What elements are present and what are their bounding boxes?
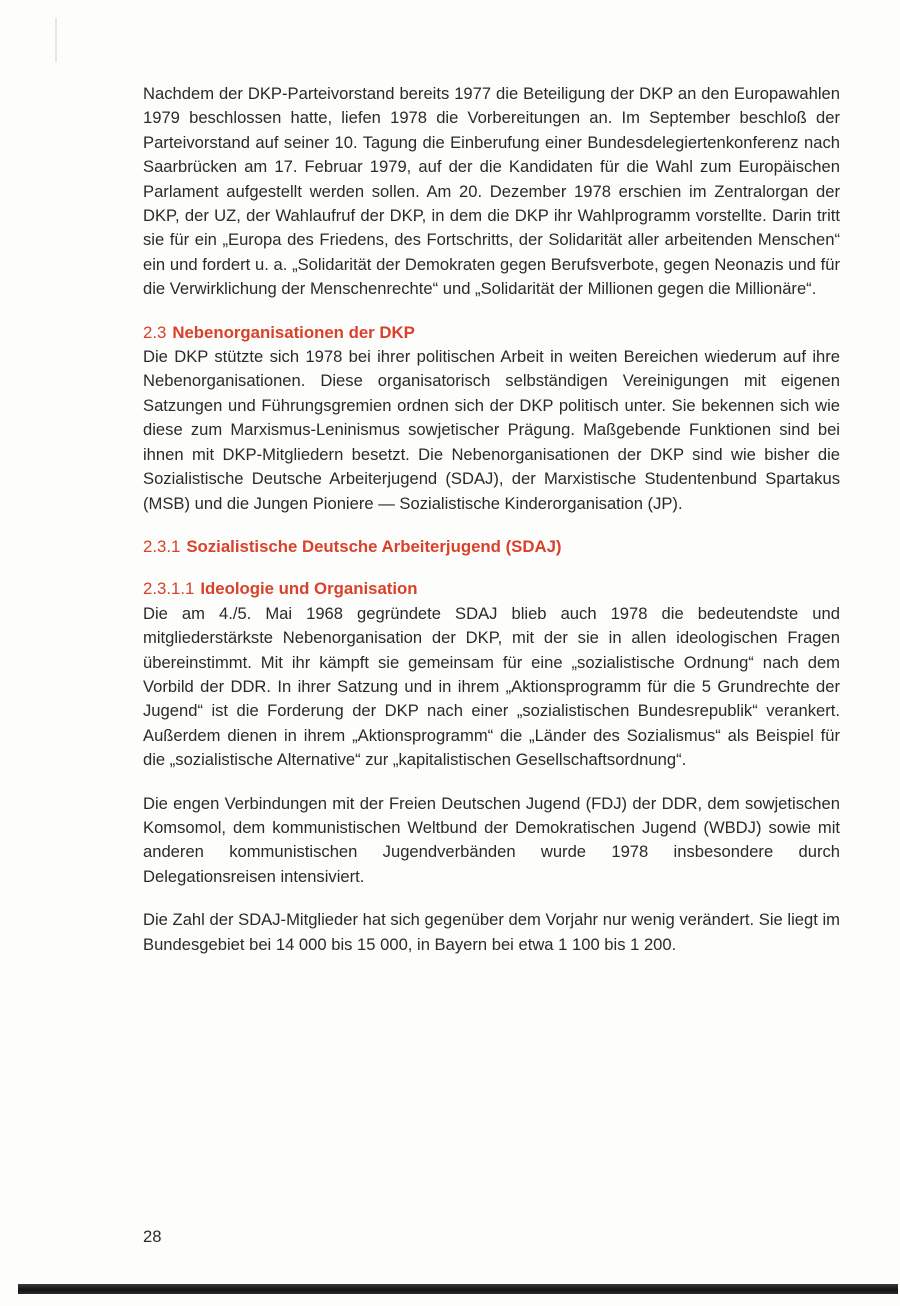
paragraph-nebenorganisationen: Die DKP stützte sich 1978 bei ihrer politischen Arbeit in weiten Bereichen wiederum auf ihre Nebenorganisationen. Diese organisatorisch selbständigen Vereinigungen mit eigenen Satzungen und Führungsgremien ordnen sich der DKP politisch unter. Sie bekennen sich wie diese zum Marxismus-Leninismus sowjetischer Prägung. Maßgebende Funktionen sind bei ihnen mit DKP-Mitgliedern besetzt. Die Nebenorganisationen der DKP sind wie bisher die Sozialistische Deutsche Arbeiterjugend (SDAJ), der Marxistische Studentenbund Spartakus (MSB) und die Jungen Pioniere — Sozialistische Kinderorganisation (JP).: [143, 347, 840, 513]
page-number: 28: [143, 1227, 162, 1246]
section-heading-2-3-1-1: [143, 577, 840, 601]
scan-bottom-edge: [18, 1284, 898, 1294]
section-number: 2.3: [143, 322, 167, 342]
section-title: Ideologie und Organisation: [200, 579, 418, 599]
paragraph-verbindungen: Die engen Verbindungen mit der Freien Deutschen Jugend (FDJ) der DDR, dem sowjetischen Komsomol, dem kommunistischen Weltbund der Demokratischen Jugend (WBDJ) sowie mit anderen kommunistischen Jugendverbänden wurde 1978 insbesondere durch Delegationsreisen intensiviert.: [143, 793, 840, 886]
section-heading-2-3-1: [143, 535, 840, 559]
section-title: Sozialistische Deutsche Arbeiterjugend (SDAJ): [186, 536, 562, 556]
paragraph-europawahl: Nachdem der DKP-Parteivorstand bereits 1977 die Beteiligung der DKP an den Europawahlen 1979 beschlossen hatte, liefen 1978 die Vorbereitungen an. Im September beschloß der Parteivorstand auf seiner 10. Tagung die Einberufung einer Bundesdelegiertenkonferenz nach Saarbrücken am 17. Februar 1979, auf der die Kandidaten für die Wahl zum Europäischen Parlament aufgestellt werden sollen. Am 20. Dezember 1978 erschien im Zentralorgan der DKP, der UZ, der Wahlaufruf der DKP, in dem die DKP ihr Wahlprogramm vorstellte. Darin tritt sie für ein „Europa des Friedens, des Fortschritts, der Solidarität aller arbeitenden Menschen“ ein und fordert u. a. „Solidarität der Demokraten gegen Berufsverbote, gegen Neonazis und für die Verwirklichung der Menschenrechte“ und „Solidarität der Millionen gegen die Millionäre“.: [143, 84, 840, 299]
section-heading-2-3: [143, 321, 840, 345]
paragraph-mitglieder: Die Zahl der SDAJ-Mitglieder hat sich gegenüber dem Vorjahr nur wenig verändert. Sie liegt im Bundesgebiet bei 14 000 bis 15 000, in Bayern bei etwa 1 100 bis 1 200.: [143, 910, 840, 954]
section-number: 2.3.1.1: [143, 579, 195, 599]
page-body: [143, 82, 840, 957]
paragraph-ideologie: Die am 4./5. Mai 1968 gegründete SDAJ blieb auch 1978 die bedeutendste und mitgliederstärkste Nebenorganisation der DKP, mit der sie in allen ideologischen Fragen übereinstimmt. Mit ihr kämpft sie gemeinsam für eine „sozialistische Ordnung“ nach dem Vorbild der DDR. In ihrer Satzung und in ihrem „Aktionsprogramm für die 5 Grundrechte der Jugend“ ist die Forderung der DKP nach einer „sozialistischen Bundesrepublik“ verankert. Außerdem dienen in ihrem „Aktionsprogramm“ die „Länder des Sozialismus“ als Beispiel für die „sozialistische Alternative“ zur „kapitalistischen Gesellschaftsordnung“.: [143, 603, 840, 770]
section-number: 2.3.1: [143, 536, 181, 556]
scan-margin-mark: [55, 18, 57, 62]
section-title: Nebenorganisationen der DKP: [172, 322, 415, 342]
